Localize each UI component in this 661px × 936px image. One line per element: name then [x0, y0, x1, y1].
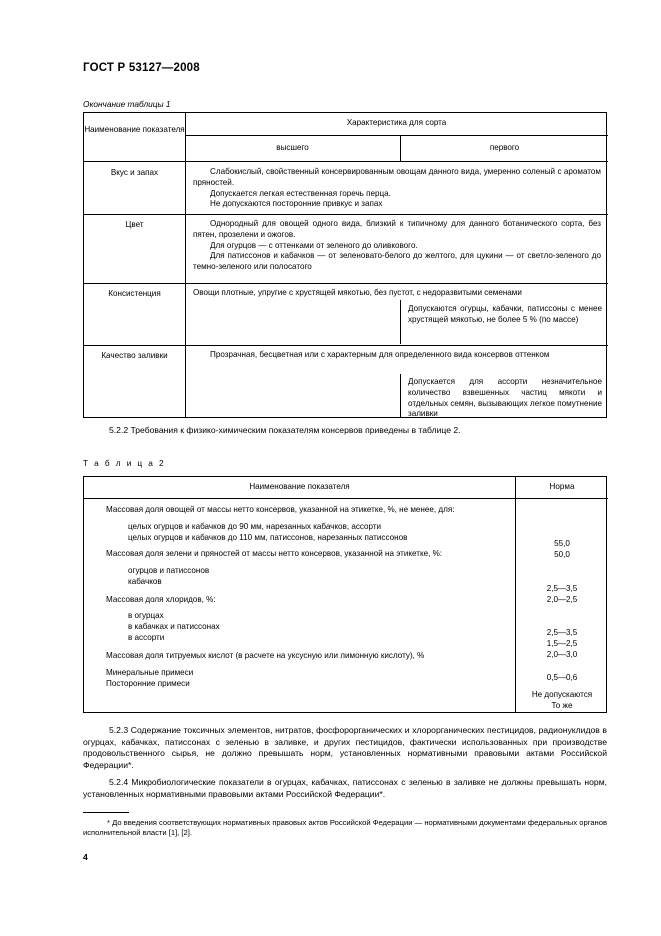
table1-row-label: Консистенция: [108, 289, 161, 298]
table2-indicator: Массовая доля овощей от массы нетто консервов, указанной на этикетке, %, не менее, для:: [106, 505, 455, 514]
table2-indicator: целых огурцов и кабачков до 110 мм, патиссонов, нарезанных патиссонов: [128, 532, 408, 542]
table1-row-body: [185, 350, 608, 361]
table2-norm: 2,0—2,5: [546, 595, 578, 604]
footnote-text: * До введения соответствующих нормативных правовых актов Российской Федерации — нормативными документами федеральных органов исполнительной власти [1], [2].: [83, 818, 607, 838]
table1-row-line: Допускается легкая естественная горечь перца.: [210, 188, 391, 198]
page-number: 4: [83, 852, 88, 862]
table2-indicator: Массовая доля хлоридов, %:: [106, 594, 216, 604]
table2-norm: 2,0—3,0: [546, 650, 578, 659]
table2-indicator-column: [84, 499, 515, 690]
table2-indicator: в кабачках и патиссонах: [128, 622, 220, 631]
table1-row-rule: [84, 345, 608, 346]
footnote-separator: [83, 812, 129, 813]
table2-indicator: Массовая доля зелени и пряностей от массы нетто консервов, указанной на этикетке, %:: [106, 549, 443, 559]
table2-norm: 55,0: [554, 539, 570, 548]
table1-row-line: Овощи плотные, упругие с хрустящей мякотью, без пустот, с недоразвитыми семенами: [193, 288, 522, 297]
table1-row-label: Цвет: [125, 220, 144, 229]
table1-row-line: Слабокислый, свойственный консервированным овощам данного вида, умеренно соленый с ароматом пряностей.: [193, 167, 601, 187]
table2-norm: 50,0: [554, 550, 570, 559]
table2-caption: Т а б л и ц а 2: [83, 458, 166, 468]
table1-header-label-col: Наименование показателя: [84, 125, 185, 134]
table2-indicator: целых огурцов и кабачков до 90 мм, нарезанных кабачков, ассорти: [128, 521, 382, 531]
table2-header-indicator: Наименование показателя: [249, 482, 350, 491]
table1-row-label: Вкус и запах: [110, 168, 159, 177]
footnote-block: [83, 818, 607, 839]
table2-norm: Не допускаются: [531, 690, 593, 699]
table2-indicator: Минеральные примеси: [106, 668, 194, 678]
table2-indicator: в ассорти: [128, 632, 165, 642]
table1-first-grade-note: Допускается для ассорти незначительное количество взвешенных частиц мякоти и отдельных семян, вызывающих легкое помутнение заливки: [408, 377, 602, 419]
table2-norm: 0,5—0,6: [546, 673, 578, 682]
table1-row-label: Качество заливки: [101, 351, 168, 360]
table1-header-bottom-rule: [84, 161, 608, 162]
clause-5-2-3-block: [83, 725, 607, 772]
table1-header-sub-highest: высшего: [276, 143, 309, 152]
table1-row-body: [185, 219, 608, 273]
table1-row-line: Прозрачная, бесцветная или с характерным для определенного вида консервов оттенком: [210, 350, 550, 359]
table-1: [83, 112, 607, 418]
table1-header-span-col: Характеристика для сорта: [346, 118, 447, 127]
table1-first-grade-note: Допускаются огурцы, кабачки, патиссоны с менее хрустящей мякотью, не более 5 % (по массе): [408, 304, 602, 324]
table1-row-line: Для огурцов — с оттенками от зеленого до оливкового.: [210, 240, 418, 250]
standard-number-header: ГОСТ Р 53127—2008: [83, 62, 200, 74]
table2-indicator: в огурцах: [128, 611, 164, 621]
table1-row-line: Не допускаются посторонние привкус и запах: [210, 199, 383, 209]
table1-row-rule: [84, 283, 608, 284]
table1-row-line: Для патиссонов и кабачков — от зеленовато-белого до желтого, для цукини — от светло-зеленого до темно-зеленого или полосатого: [193, 251, 601, 272]
table1-header-sub-first: первого: [489, 143, 520, 152]
clause-5-2-3: 5.2.3 Содержание токсичных элементов, нитратов, фосфорорганических и хлорорганических пестицидов, радионуклидов в огурцах, кабачках, патиссонах с зеленью в заливке, и других пестицидов, фактически использованных при производстве продовольственного сырья, не должно превышать норм, установленных нормативными правовыми актами Российской Федерации*.: [83, 725, 607, 770]
table2-norm: То же: [551, 701, 573, 710]
clause-5-2-4: 5.2.4 Микробиологические показатели в огурцах, кабачках, патиссонах с зеленью в заливке не должны превышать норм, установленных нормативными правовыми актами Российской Федерации*.: [83, 777, 607, 799]
table2-indicator: кабачков: [128, 576, 162, 586]
clause-5-2-4-block: [83, 777, 607, 800]
table-2: [83, 476, 607, 713]
table2-indicator: огурцов и патиссонов: [128, 566, 210, 575]
table1-row-rule: [84, 214, 608, 215]
table2-norm: 1,5—2,5: [546, 639, 578, 648]
table2-indicator: Посторонние примеси: [106, 679, 190, 688]
table1-caption: Окончание таблицы 1: [83, 99, 171, 109]
table1-header-mid-rule: [185, 135, 608, 136]
table1-row-line: Однородный для овощей одного вида, близкий к типичному для данного ботанического сорта, без пятен, прозелени и ожогов.: [193, 219, 601, 239]
table2-norm: 2,5—3,5: [546, 628, 578, 637]
clause-5-2-2: 5.2.2 Требования к физико-химическим показателям консервов приведены в таблице 2.: [109, 425, 461, 435]
table1-row-body: [185, 288, 608, 299]
table2-norm: 2,5—3,5: [546, 584, 578, 593]
table2-indicator: Массовая доля титруемых кислот (в расчете на уксусную или лимонную кислоту), %: [106, 650, 425, 660]
table1-row-body: [185, 167, 608, 210]
table2-header-norm: Норма: [549, 482, 575, 491]
